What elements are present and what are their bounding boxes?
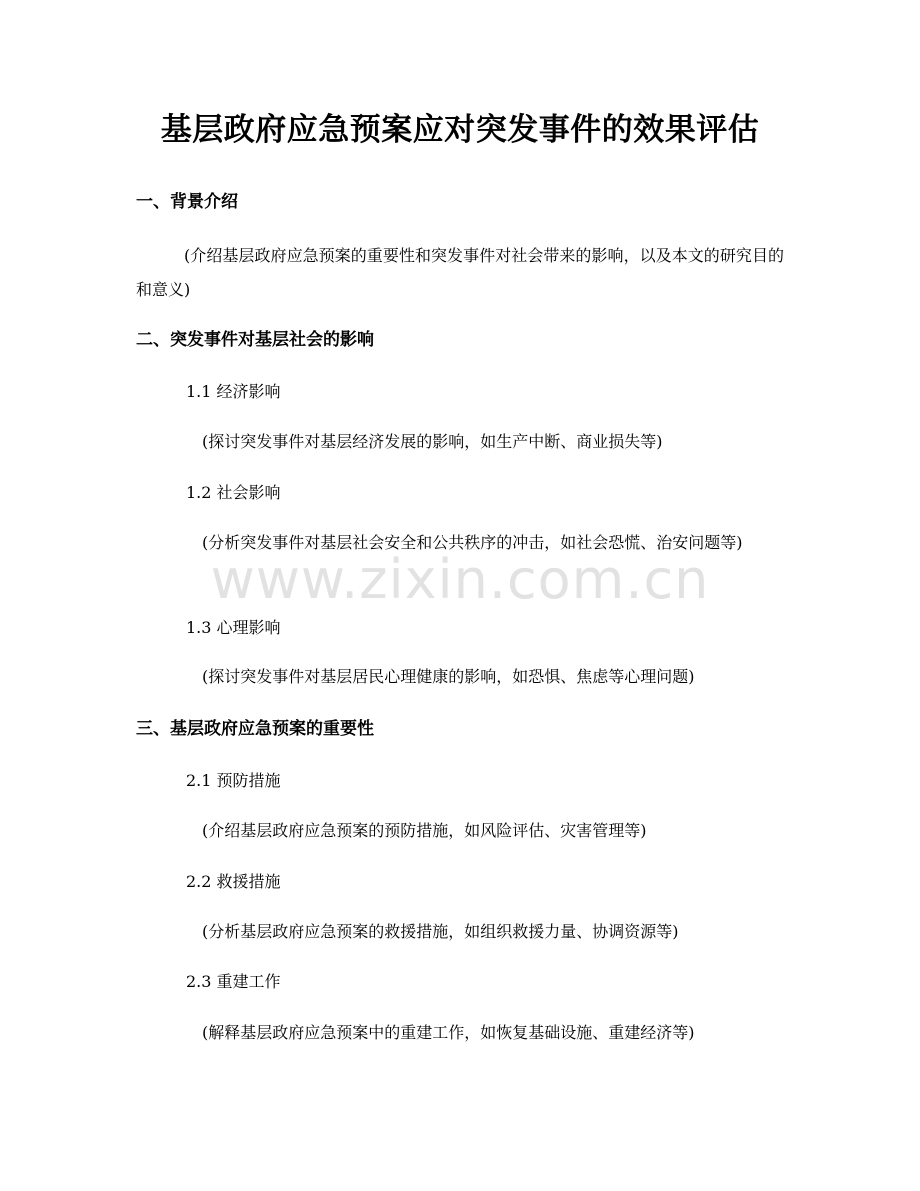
subsection-text-reconstruction: (解释基层政府应急预案中的重建工作，如恢复基础设施、重建经济等) [202,1023,695,1042]
subsection-text-social: (分析突发事件对基层社会安全和公共秩序的冲击，如社会恐慌、治安问题等) [202,533,743,552]
subsection-label-prevention: 2.1 预防措施 [186,771,281,790]
section-heading-background: 一、背景介绍 [136,192,238,212]
section-heading-impact: 二、突发事件对基层社会的影响 [136,330,374,350]
subsection-label-psychological: 1.3 心理影响 [186,618,281,637]
subsection-label-social: 1.2 社会影响 [186,483,281,502]
subsection-label-rescue: 2.2 救援措施 [186,872,281,891]
subsection-label-economic: 1.1 经济影响 [186,382,281,401]
section-heading-importance: 三、基层政府应急预案的重要性 [136,719,374,739]
subsection-text-rescue: (分析基层政府应急预案的救援措施，如组织救援力量、协调资源等) [202,922,679,941]
subsection-text-psychological: (探讨突发事件对基层居民心理健康的影响，如恐惧、焦虑等心理问题) [202,667,695,686]
section-paragraph-background: (介绍基层政府应急预案的重要性和突发事件对社会带来的影响，以及本文的研究目的和意义) [136,246,784,299]
subsection-text-prevention: (介绍基层政府应急预案的预防措施，如风险评估、灾害管理等) [202,821,647,840]
watermark: www.zixin.com.cn [210,548,710,611]
subsection-label-reconstruction: 2.3 重建工作 [186,972,281,991]
document-title: 基层政府应急预案应对突发事件的效果评估 [160,112,760,148]
subsection-text-economic: (探讨突发事件对基层经济发展的影响，如生产中断、商业损失等) [202,432,663,451]
